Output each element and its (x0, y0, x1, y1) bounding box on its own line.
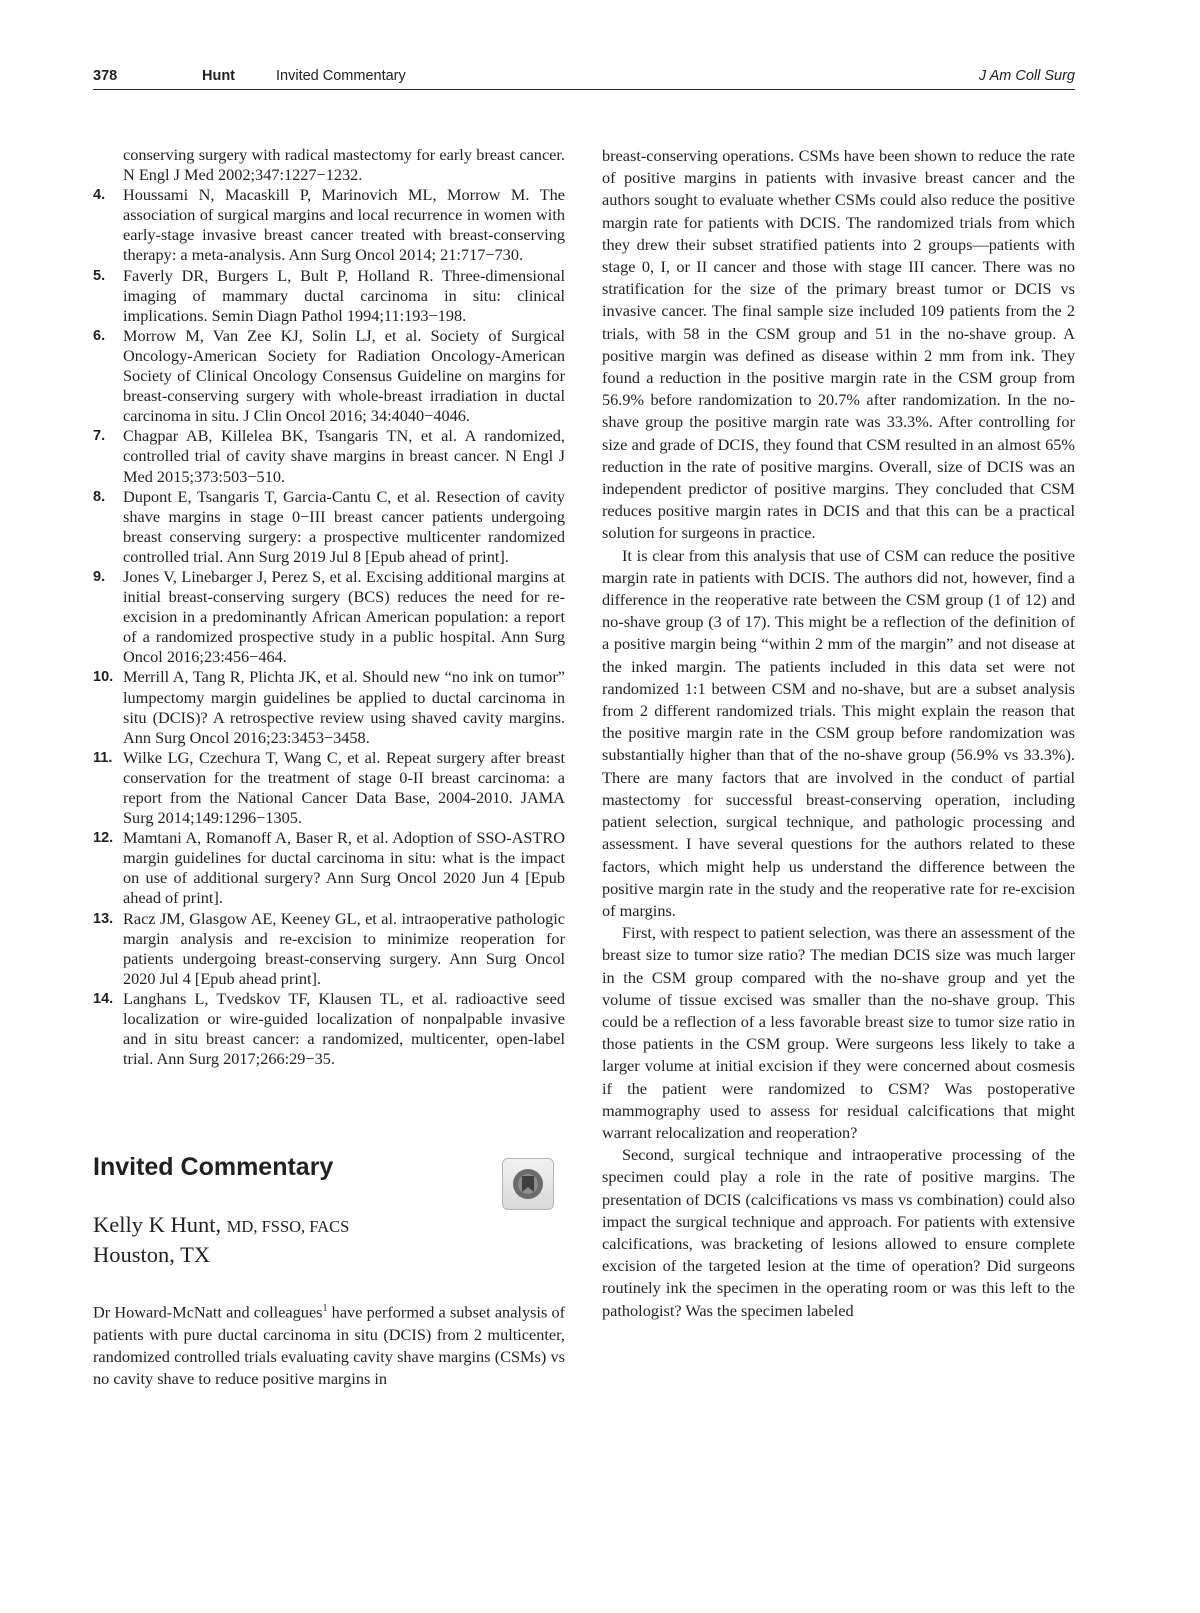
header-author: Hunt (202, 68, 236, 84)
reference-item (93, 667, 565, 747)
reference-item (93, 266, 565, 326)
reference-text: Racz JM, Glasgow AE, Keeney GL, et al. intraoperative pathologic margin analysis and re-excision to minimize reoperation for patients undergoing breast-conserving surgery. Ann Surg Oncol 2020 Jul 4 [Epub ahead print]. (123, 908, 565, 988)
author-location: Houston, TX (93, 1242, 211, 1267)
reference-item (93, 426, 565, 486)
reference-item (93, 909, 565, 989)
reference-list (93, 145, 565, 1069)
body-paragraph: First, with respect to patient selection, was there an assessment of the breast size to tumor size ratio? The median DCIS size was much larger in the CSM group compared with the no-shave group and yet the volume of tissue excised was smaller than the no-shave group. This could be a reflection of a less favorable breast size to tumor size ratio in those patients in the CSM group. Were surgeons less likely to take a larger volume at initial excision if they were concerned about cosmesis if the patient were randomized to CSM? Was postoperative mammography used to assess for residual calcifications that might warrant relocalization and reoperation? (602, 923, 1075, 1142)
right-column (602, 145, 1075, 1322)
author-name: Kelly K Hunt, (93, 1212, 222, 1237)
reference-number: 10. (93, 669, 114, 686)
author-line (93, 1211, 349, 1241)
citation-superscript[interactable]: 1 (322, 1303, 328, 1314)
reference-number: 11. (93, 749, 113, 766)
reference-number: 14. (93, 990, 114, 1007)
reference-number: 9. (93, 568, 106, 585)
reference-item (93, 145, 565, 185)
page-number: 378 (93, 68, 118, 84)
reference-item (93, 748, 565, 828)
reference-text: Langhans L, Tvedskov TF, Klausen TL, et al. radioactive seed localization or wire-guided localization of nonpalpable invasive and in situ breast cancer: a randomized, multicenter, open-label trial. Ann Surg 2017;266:29−35. (123, 988, 565, 1069)
reference-text: Mamtani A, Romanoff A, Baser R, et al. Adoption of SSO-ASTRO margin guidelines for ductal carcinoma in situ: what is the impact on use of additional surgery? Ann Surg Oncol 2020 Jun 4 [Epub ahead of print]. (123, 828, 565, 908)
reference-number: 7. (93, 428, 106, 445)
reference-text: conserving surgery with radical mastectomy for early breast cancer. N Engl J Med 2002;347:1227−1232. (123, 145, 565, 185)
running-header (93, 64, 1075, 90)
reference-text: Dupont E, Tsangaris T, Garcia-Cantu C, et al. Resection of cavity shave margins in stage 0−III breast cancer patients undergoing breast conserving surgery: a prospective multicenter randomized controlled trial. Ann Surg 2019 Jul 8 [Epub ahead of print]. (123, 486, 565, 566)
reference-number: 5. (93, 267, 106, 284)
reference-text: Merrill A, Tang R, Plichta JK, et al. Should new “no ink on tumor” lumpectomy margin guidelines be applied to ductal carcinoma in situ (DCIS)? A retrospective review using shaved cavity margins. Ann Surg Oncol 2016;23:3453−3458. (123, 667, 565, 747)
reference-number: 4. (93, 187, 106, 204)
reference-text: Jones V, Linebarger J, Perez S, et al. Excising additional margins at initial breast-conserving surgery (BCS) reduces the need for re-excision in a predominantly African American population: a report of a randomized prospective study in a public hospital. Ann Surg Oncol 2016;23:456−464. (123, 566, 565, 667)
reference-item (93, 185, 565, 265)
body-paragraph: Second, surgical technique and intraoperative processing of the specimen could play a role in the rate of positive margins. The presentation of DCIS (calcifications vs mass vs combination) could also impact the surgical technique and approach. For patients with extensive calcifications, was bracketing of lesions allowed to ensure complete excision of the targeted lesion at the time of operation? Did surgeons routinely ink the specimen in the operating room or was this left to the pathologist? Was the specimen labeled (602, 1145, 1075, 1320)
body-paragraph: breast-conserving operations. CSMs have been shown to reduce the rate of positive margins in patients with invasive breast cancer and the authors sought to evaluate whether CSMs could also reduce the positive margin rate for patients with DCIS. The randomized trials from which they drew their subset stratified patients into 2 groups—patients with stage 0, I, or II cancer and those with stage III cancer. There was no stratification for the size of the primary breast tumor or DCIS vs invasive cancer. The final sample size included 109 patients from the 2 trials, with 58 in the CSM group and 51 in the no-shave group. A positive margin was defined as disease within 2 mm from ink. They found a reduction in the positive margin rate in the CSM group from 56.9% before randomization to 20.7% after randomization. In the no-shave group the positive margin rate was 33.3%. After controlling for size and grade of DCIS, they found that CSM resulted in an almost 65% reduction in the rate of positive margins. Overall, size of DCIS was an independent predictor of positive margins. They concluded that CSM reduces positive margin rates in DCIS and that this can be a practical solution for surgeons in practice. (602, 146, 1075, 543)
reference-text: Wilke LG, Czechura T, Wang C, et al. Repeat surgery after breast conservation for the treatment of stage 0-II breast carcinoma: a report from the National Cancer Data Base, 2004-2010. JAMA Surg 2014;149:1296−1305. (123, 747, 565, 828)
reference-number: 8. (93, 488, 106, 505)
header-rule (93, 89, 1075, 90)
reference-item (93, 989, 565, 1069)
journal-name: J Am Coll Surg (978, 68, 1075, 84)
commentary-title: Invited Commentary (93, 1153, 334, 1181)
reference-item (93, 326, 565, 426)
author-block (93, 1211, 349, 1269)
author-credentials: MD, FSSO, FACS (226, 1217, 350, 1236)
reference-item (93, 828, 565, 908)
crossmark-icon[interactable] (502, 1158, 554, 1210)
commentary-intro-paragraph (93, 1298, 565, 1390)
crossmark-icon-graphic (503, 1159, 553, 1209)
body-paragraph: It is clear from this analysis that use of CSM can reduce the positive margin rate in patients with DCIS. The authors did not, however, find a difference in the reoperative rate between the CSM group (1 of 12) and no-shave group (3 of 17). This might be a reflection of the definition of a positive margin being “within 2 mm of the margin” and not disease at the inked margin. The patients included in this data set were not randomized 1:1 between CSM and no-shave, but are a subset analysis from 2 different randomized trials. This might explain the reason that the positive margin rate in the CSM group before randomization was substantially higher than that of the no-shave group (56.9% vs 33.3%). There are many factors that are involved in the conduct of partial mastectomy for successful breast-conserving operation, including patient selection, surgical technique, and pathologic processing and assessment. I have several questions for the authors related to these factors, which might help us understand the difference between the positive margin rate in the study and the reoperative rate for re-excision of margins. (602, 545, 1075, 920)
reference-number: 12. (93, 830, 114, 847)
reference-text: Faverly DR, Burgers L, Bult P, Holland R. Three-dimensional imaging of mammary ductal carcinoma in situ: clinical implications. Semin Diagn Pathol 1994;11:193−198. (123, 265, 565, 325)
reference-number: 13. (93, 910, 114, 927)
intro-text-rest: have performed a subset analysis of patients with pure ductal carcinoma in situ (DCIS) from 2 multicenter, randomized controlled trials evaluating cavity shave margins (CSMs) vs no cavity shave to reduce positive margins in (93, 1302, 566, 1389)
intro-text-start: Dr Howard-McNatt and colleagues (93, 1302, 323, 1322)
reference-text: Morrow M, Van Zee KJ, Solin LJ, et al. Society of Surgical Oncology-American Society for Radiation Oncology-American Society of Clinical Oncology Consensus Guideline on margins for breast-conserving surgery with whole-breast irradiation in ductal carcinoma in situ. J Clin Oncol 2016; 34:4040−4046. (123, 325, 565, 426)
reference-number: 6. (93, 327, 106, 344)
left-column (93, 145, 565, 1069)
reference-item (93, 487, 565, 567)
reference-item (93, 567, 565, 667)
reference-text: Chagpar AB, Killelea BK, Tsangaris TN, et al. A randomized, controlled trial of cavity shave margins in breast cancer. N Engl J Med 2015;373:503−510. (123, 426, 565, 486)
header-section: Invited Commentary (276, 68, 406, 84)
reference-text: Houssami N, Macaskill P, Marinovich ML, Morrow M. The association of surgical margins and local recurrence in women with early-stage invasive breast cancer treated with breast-conserving therapy: a meta-analysis. Ann Surg Oncol 2014; 21:717−730. (123, 185, 565, 265)
